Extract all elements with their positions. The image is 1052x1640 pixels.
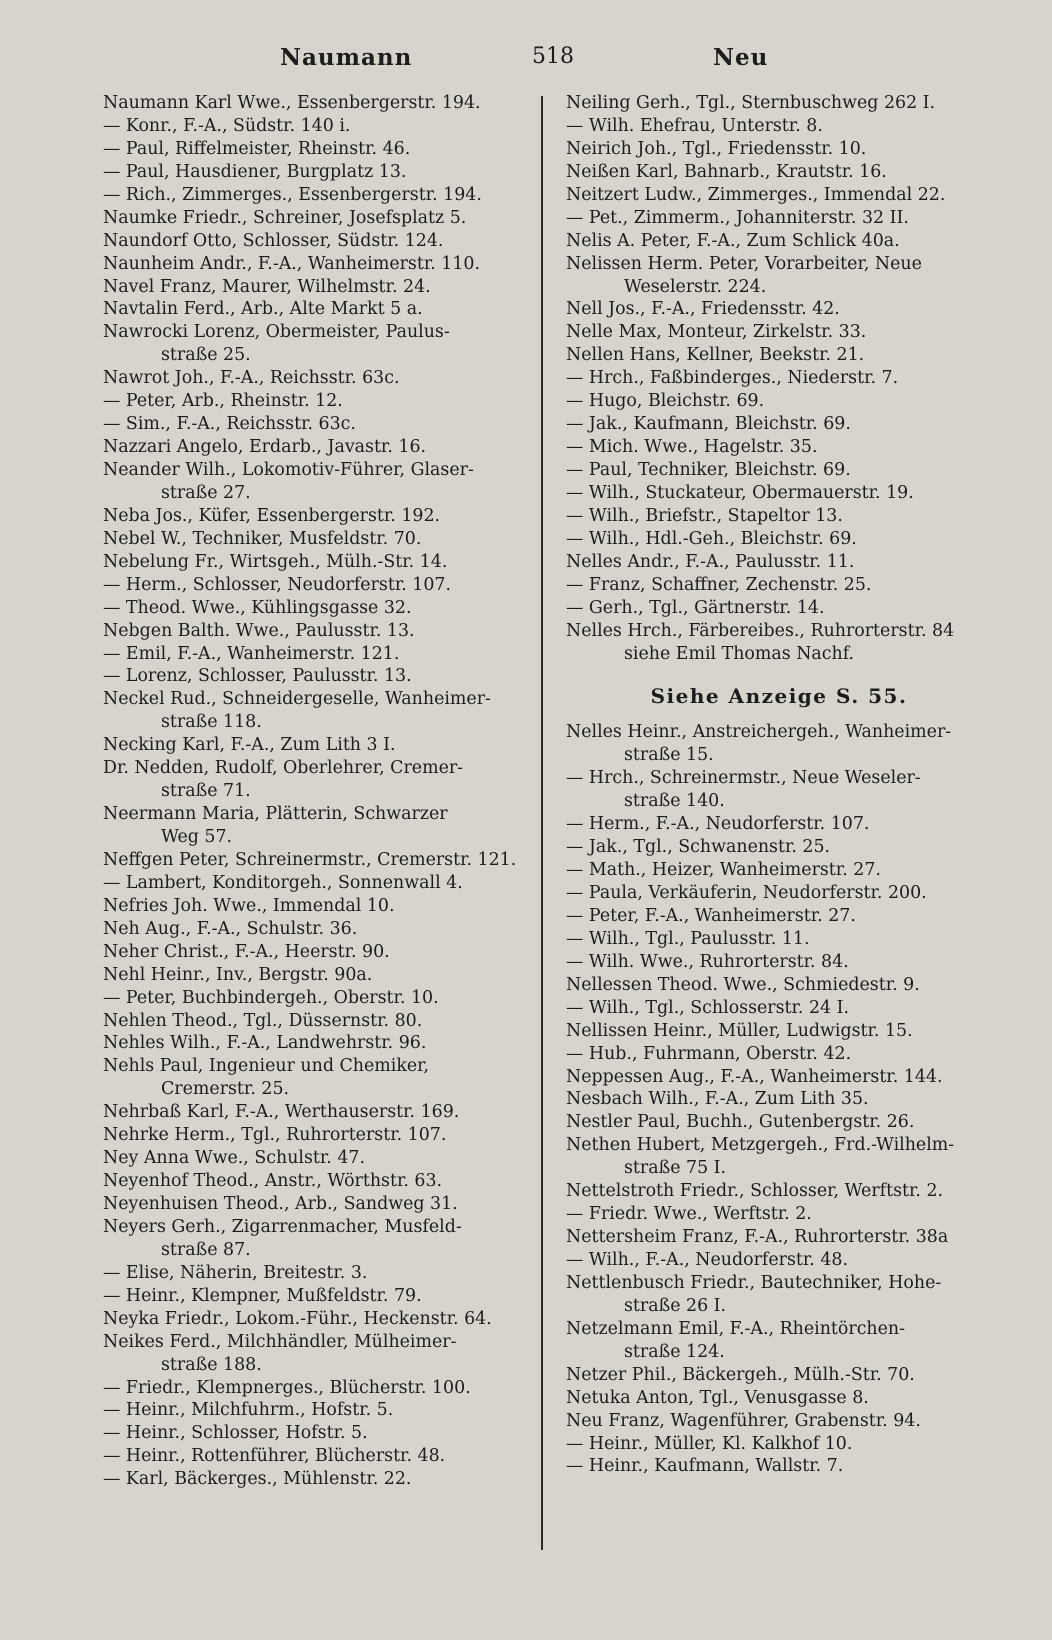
directory-entry: Neher Christ., F.-A., Heerstr. 90. [103, 941, 390, 962]
directory-entry: Nettersheim Franz, F.-A., Ruhrorterstr. 38a [566, 1227, 949, 1248]
entry-continuation: straße 140. [624, 791, 725, 812]
directory-entry: — Lambert, Konditorgeh., Sonnenwall 4. [103, 872, 463, 893]
advertisement-notice: Siehe Anzeige S. 55. [650, 684, 908, 709]
directory-entry: Nazzari Angelo, Erdarb., Javastr. 16. [103, 437, 427, 458]
directory-entry: — Paul, Techniker, Bleichstr. 69. [566, 460, 851, 480]
directory-entry: — Heinr., Schlosser, Hofstr. 5. [103, 1423, 368, 1444]
directory-entry: — Friedr. Wwe., Werftstr. 2. [566, 1204, 812, 1225]
directory-entry: Neikes Ferd., Milchhändler, Mülheimer- [103, 1331, 457, 1352]
entry-continuation: straße 15. [624, 745, 714, 766]
directory-entry: Nesbach Wilh., F.-A., Zum Lith 35. [566, 1089, 869, 1110]
directory-entry: — Konr., F.-A., Südstr. 140 i. [103, 115, 351, 136]
right-column-top [566, 92, 1010, 665]
directory-entry: — Elise, Näherin, Breitestr. 3. [103, 1262, 368, 1283]
directory-entry: — Herm., Schlosser, Neudorferstr. 107. [103, 574, 452, 595]
directory-entry: — Wilh., F.-A., Neudorferstr. 48. [566, 1250, 848, 1270]
directory-entry: — Jak., Kaufmann, Bleichstr. 69. [566, 414, 851, 435]
directory-entry: Nelles Hrch., Färbereibes., Ruhrorterstr. 84 [566, 620, 955, 641]
directory-entry: Neyenhof Theod., Anstr., Wörthstr. 63. [103, 1171, 443, 1192]
entry-continuation: straße 124. [624, 1341, 725, 1362]
directory-entry: Netzelmann Emil, F.-A., Rheintörchen- [566, 1318, 905, 1339]
directory-entry: Neu Franz, Wagenführer, Grabenstr. 94. [566, 1410, 921, 1431]
directory-entry: — Theod. Wwe., Kühlingsgasse 32. [103, 597, 412, 618]
directory-entry: — Wilh., Hdl.-Geh., Bleichstr. 69. [566, 528, 857, 549]
directory-entry: Neffgen Peter, Schreinermstr., Cremerstr. 121. [103, 849, 517, 870]
header-right-word: Neu [713, 44, 769, 71]
directory-entry: — Peter, Arb., Rheinstr. 12. [103, 391, 343, 412]
directory-entry: Neiling Gerh., Tgl., Sternbuschweg 262 I. [566, 93, 936, 113]
directory-entry: Neyers Gerh., Zigarrenmacher, Musfeld- [103, 1216, 462, 1237]
directory-entry: Nettlenbusch Friedr., Bautechniker, Hohe- [566, 1272, 942, 1293]
column-divider [541, 96, 543, 1550]
entry-continuation: straße 188. [161, 1354, 262, 1375]
directory-entry: Nelles Andr., F.-A., Paulusstr. 11. [566, 551, 855, 572]
directory-entry: Nehrbaß Karl, F.-A., Werthauserstr. 169. [103, 1102, 460, 1123]
directory-entry: — Paula, Verkäuferin, Neudorferstr. 200. [566, 883, 927, 903]
directory-entry: — Heinr., Müller, Kl. Kalkhof 10. [566, 1433, 853, 1454]
entry-continuation: straße 118. [161, 712, 262, 733]
directory-entry: Netuka Anton, Tgl., Venusgasse 8. [566, 1387, 869, 1408]
directory-entry: — Sim., F.-A., Reichsstr. 63c. [103, 414, 356, 435]
entry-continuation: Weg 57. [161, 827, 233, 847]
directory-entry: Neppessen Aug., F.-A., Wanheimerstr. 144. [566, 1066, 943, 1087]
directory-entry: Nefries Joh. Wwe., Immendal 10. [103, 895, 395, 916]
directory-entry: Naundorf Otto, Schlosser, Südstr. 124. [103, 230, 444, 251]
directory-entry: Nebgen Balth. Wwe., Paulusstr. 13. [103, 620, 415, 641]
directory-entry: Nellissen Heinr., Müller, Ludwigstr. 15. [566, 1020, 913, 1041]
directory-entry: Naumke Friedr., Schreiner, Josefsplatz 5. [103, 207, 467, 228]
directory-entry: — Heinr., Kaufmann, Wallstr. 7. [566, 1456, 844, 1477]
directory-entry: Nellen Hans, Kellner, Beekstr. 21. [566, 345, 865, 366]
entry-continuation: Cremerstr. 25. [161, 1079, 290, 1100]
directory-entry: Nebel W., Techniker, Musfeldstr. 70. [103, 528, 422, 549]
directory-entry: Dr. Nedden, Rudolf, Oberlehrer, Cremer- [103, 758, 464, 779]
directory-entry: — Gerh., Tgl., Gärtnerstr. 14. [566, 597, 825, 618]
directory-entry: Nehl Heinr., Inv., Bergstr. 90a. [103, 964, 373, 985]
entry-continuation: straße 27. [161, 482, 251, 503]
entry-continuation: straße 71. [161, 781, 251, 802]
entry-continuation: straße 75 I. [624, 1158, 727, 1179]
directory-entry: Nelis A. Peter, F.-A., Zum Schlick 40a. [566, 230, 900, 251]
entry-continuation: Weselerstr. 224. [624, 276, 767, 297]
directory-entry: Neißen Karl, Bahnarb., Krautstr. 16. [566, 161, 887, 182]
directory-entry: — Hub., Fuhrmann, Oberstr. 42. [566, 1043, 852, 1064]
right-column-bottom [566, 721, 1010, 1478]
directory-entry: — Pet., Zimmerm., Johanniterstr. 32 II. [566, 207, 909, 228]
directory-entry: — Friedr., Klempnerges., Blücherstr. 100. [103, 1377, 471, 1398]
directory-entry: Nehls Paul, Ingenieur und Chemiker, [103, 1056, 430, 1077]
directory-entry: — Emil, F.-A., Wanheimerstr. 121. [103, 643, 400, 664]
directory-entry: — Heinr., Milchfuhrm., Hofstr. 5. [103, 1400, 394, 1421]
directory-entry: Naunheim Andr., F.-A., Wanheimerstr. 110. [103, 253, 481, 274]
directory-entry: Navtalin Ferd., Arb., Alte Markt 5 a. [103, 299, 423, 320]
directory-entry: — Peter, F.-A., Wanheimerstr. 27. [566, 905, 856, 926]
directory-entry: Neander Wilh., Lokomotiv-Führer, Glaser- [103, 460, 474, 480]
directory-entry: — Heinr., Rottenführer, Blücherstr. 48. [103, 1446, 446, 1467]
directory-entry: — Jak., Tgl., Schwanenstr. 25. [566, 837, 831, 858]
directory-entry: — Franz, Schaffner, Zechenstr. 25. [566, 574, 872, 595]
header-left-word: Naumann [280, 44, 413, 71]
directory-entry: — Rich., Zimmerges., Essenbergerstr. 194. [103, 184, 482, 205]
directory-entry: — Wilh., Tgl., Schlosserstr. 24 I. [566, 997, 850, 1018]
directory-entry: Nehlen Theod., Tgl., Düssernstr. 80. [103, 1010, 423, 1031]
directory-entry: — Paul, Riffelmeister, Rheinstr. 46. [103, 138, 411, 159]
directory-entry: Netzer Phil., Bäckergeh., Mülh.-Str. 70. [566, 1364, 915, 1385]
directory-entry: — Wilh. Ehefrau, Unterstr. 8. [566, 115, 823, 136]
directory-entry: Nelle Max, Monteur, Zirkelstr. 33. [566, 322, 867, 343]
left-column [103, 92, 535, 1491]
directory-entry: — Math., Heizer, Wanheimerstr. 27. [566, 860, 881, 881]
directory-entry: Neitzert Ludw., Zimmerges., Immendal 22. [566, 184, 946, 205]
directory-entry: Neyka Friedr., Lokom.-Führ., Heckenstr. 64. [103, 1308, 492, 1329]
directory-entry: Nettelstroth Friedr., Schlosser, Werftstr. 2. [566, 1181, 944, 1202]
entry-continuation: siehe Emil Thomas Nachf. [624, 643, 855, 664]
directory-entry: Neckel Rud., Schneidergeselle, Wanheimer- [103, 689, 491, 710]
directory-entry: — Wilh., Tgl., Paulusstr. 11. [566, 928, 810, 949]
entry-continuation: straße 87. [161, 1239, 251, 1260]
directory-entry: Neh Aug., F.-A., Schulstr. 36. [103, 918, 358, 939]
directory-entry: Nestler Paul, Buchh., Gutenbergstr. 26. [566, 1112, 915, 1133]
directory-entry: Neirich Joh., Tgl., Friedensstr. 10. [566, 138, 867, 159]
directory-entry: Neermann Maria, Plätterin, Schwarzer [103, 804, 448, 825]
directory-entry: Nebelung Fr., Wirtsgeh., Mülh.-Str. 14. [103, 551, 448, 572]
page-number: 518 [532, 44, 574, 69]
directory-entry: — Wilh., Briefstr., Stapeltor 13. [566, 505, 843, 526]
directory-entry: Neyenhuisen Theod., Arb., Sandweg 31. [103, 1194, 458, 1214]
directory-entry: Nelles Heinr., Anstreichergeh., Wanheimer- [566, 722, 952, 743]
directory-entry: — Herm., F.-A., Neudorferstr. 107. [566, 814, 870, 835]
directory-entry: Nehrke Herm., Tgl., Ruhrorterstr. 107. [103, 1125, 447, 1146]
directory-entry: — Wilh., Stuckateur, Obermauerstr. 19. [566, 482, 914, 503]
directory-entry: Nehles Wilh., F.-A., Landwehrstr. 96. [103, 1033, 427, 1054]
directory-entry: — Karl, Bäckerges., Mühlenstr. 22. [103, 1469, 412, 1490]
directory-entry: Nelissen Herm. Peter, Vorarbeiter, Neue [566, 253, 922, 274]
directory-entry: — Mich. Wwe., Hagelstr. 35. [566, 437, 818, 458]
directory-entry: Nethen Hubert, Metzgergeh., Frd.-Wilhelm- [566, 1135, 955, 1156]
directory-entry: — Lorenz, Schlosser, Paulusstr. 13. [103, 666, 412, 687]
directory-entry: Naumann Karl Wwe., Essenbergerstr. 194. [103, 93, 481, 113]
directory-entry: Nell Jos., F.-A., Friedensstr. 42. [566, 299, 840, 320]
page-header [0, 44, 1052, 84]
directory-entry: Navel Franz, Maurer, Wilhelmstr. 24. [103, 276, 431, 297]
directory-entry: — Wilh. Wwe., Ruhrorterstr. 84. [566, 951, 849, 972]
directory-entry: — Peter, Buchbindergeh., Oberstr. 10. [103, 987, 439, 1008]
directory-entry: — Hugo, Bleichstr. 69. [566, 391, 765, 412]
directory-entry: Nellessen Theod. Wwe., Schmiedestr. 9. [566, 974, 920, 995]
directory-entry: Neba Jos., Küfer, Essenbergerstr. 192. [103, 505, 441, 526]
right-column [566, 92, 1010, 1478]
directory-entry: — Heinr., Klempner, Mußfeldstr. 79. [103, 1285, 422, 1306]
directory-entry: Nawrocki Lorenz, Obermeister, Paulus- [103, 322, 450, 343]
entry-continuation: straße 25. [161, 345, 251, 366]
directory-entry: Necking Karl, F.-A., Zum Lith 3 I. [103, 735, 396, 756]
directory-entry: Ney Anna Wwe., Schulstr. 47. [103, 1148, 365, 1169]
directory-entry: — Hrch., Faßbinderges., Niederstr. 7. [566, 368, 899, 389]
directory-entry: — Paul, Hausdiener, Burgplatz 13. [103, 161, 407, 182]
directory-entry: — Hrch., Schreinermstr., Neue Weseler- [566, 768, 921, 789]
entry-continuation: straße 26 I. [624, 1295, 727, 1316]
directory-entry: Nawrot Joh., F.-A., Reichsstr. 63c. [103, 368, 400, 389]
